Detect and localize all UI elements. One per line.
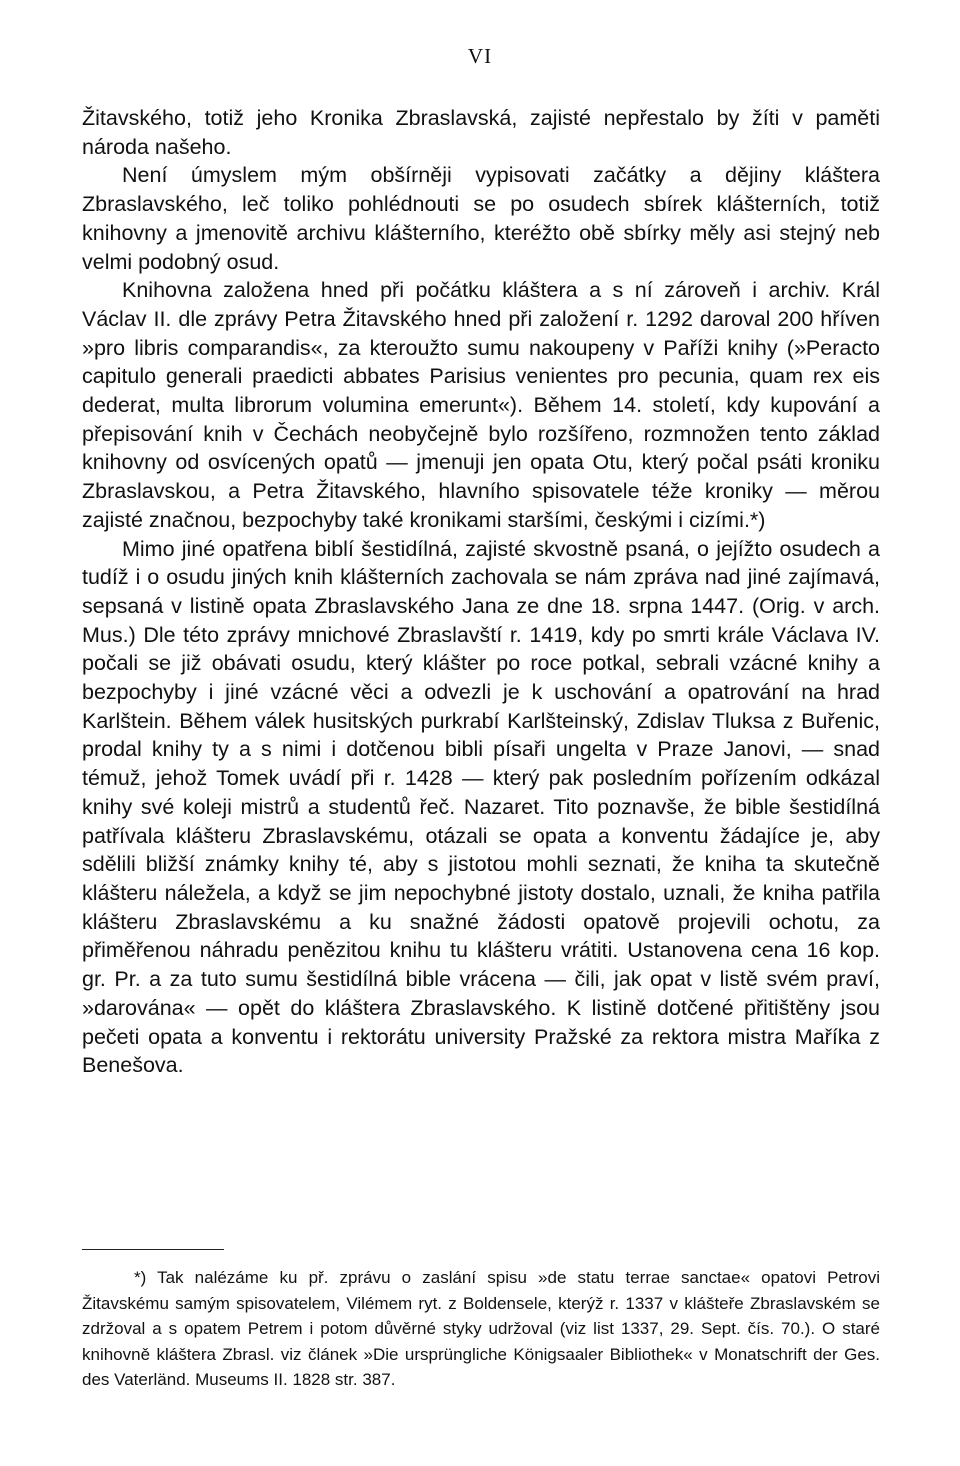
- footnote-divider: [82, 1249, 224, 1250]
- paragraph-library-founding: Knihovna založena hned při počátku kláštera a s ní zároveň i archiv. Král Václav II. dle zprávy Petra Žitavského hned při založení r. 1292 daroval 200 hříven »pro libris comparandis«, za kteroužto sumu nakoupeny v Paříži knihy (»Peracto capitulo generali praedicti abbates Parisius venientes pro pecunia, quam rex eis dederat, multa librorum volumina emerunt«). Během 14. století, kdy kupování a přepisování knih v Čechách neobyčejně bylo rozšířeno, rozmnožen tento základ knihovny od osvícených opatů — jmenuji jen opata Otu, který počal psáti kroniku Zbraslavskou, a Petra Žitavského, hlavního spisovatele téže kroniky — měrou zajisté značnou, bezpochyby také kronikami staršími, českými i cizími.*): [82, 278, 880, 532]
- paragraph-continuation: Žitavského, totiž jeho Kronika Zbraslavská, zajisté nepřestalo by žíti v paměti národa našeho.: [82, 106, 880, 159]
- paragraph-bible: Mimo jiné opatřena biblí šestidílná, zajisté skvostně psaná, o jejížto osudech a tudíž i o osudu jiných knih klášterních zachovala se nám zpráva nad jiné zajímavá, sepsaná v listině opata Zbraslavského Jana ze dne 18. srpna 1447. (Orig. v arch. Mus.) Dle této zprávy mnichové Zbraslavští r. 1419, kdy po smrti krále Václava IV. počali se již obávati osudu, který klášter po roce potkal, sebrali vzácné knihy a bezpochyby i jiné vzácné věci a odvezli je k uschování a opatrování na hrad Karlštein. Během válek husitských purkrabí Karlšteinský, Zdislav Tluksa z Buřenic, prodal knihy ty a s nimi i dotčenou bibli písaři ungelta v Praze Janovi, — snad témuž, jehož Tomek uvádí při r. 1428 — který pak posledním pořízením odkázal knihy své koleji mistrů a studentů řeč. Nazaret. Tito poznavše, že bible šestidílná patřívala klášteru Zbraslavskému, otázali se opata a konventu žádajíce je, aby sdělili bližší známky knihy té, aby s jistotou mohli seznati, že kniha ta skutečně klášteru náležela, a když se jim nepochybné jistoty dostalo, uznali, že kniha patřila klášteru Zbraslavskému a ku snažné žádosti opatově projevili ochotu, za přiměřenou náhradu penězitou knihu tu klášteru vrátiti. Ustanovena cena 16 kop. gr. Pr. a za tuto sumu šestidílná bible vrácena — čili, jak opat v listě svém praví, »darována« — opět do kláštera Zbraslavského. K listině dotčené přitištěny jsou pečeti opata a konventu i rektorátu university Pražské za rektora mistra Maříka z Benešova.: [82, 536, 880, 1078]
- paragraph-intent: Není úmyslem mým obšírněji vypisovati začátky a dějiny kláštera Zbraslavského, leč toliko pohlédnouti se po osudech sbírek klášterních, totiž knihovny a jmenovitě archivu klášterního, kteréžto obě sbírky měly asi stejný neb velmi podobný osud.: [82, 163, 880, 274]
- footnote: *) Tak nalézáme ku př. zprávu o zaslání spisu »de statu terrae sanctae« opatovi Petrovi Žitavskému samým spisovatelem, Vilémem ryt. z Boldensele, kterýž r. 1337 v klášteře Zbraslavském se zdržoval a s opatem Petrem i potom důvěrné styky udržoval (viz list 1337, 29. Sept. čís. 70.). O staré knihovně kláštera Zbrasl. viz článek »Die ursprüngliche Königsaaler Bibliothek« v Monatschrift der Ges. des Vaterländ. Museums II. 1828 str. 387.: [82, 1268, 880, 1389]
- main-text: [82, 104, 880, 1080]
- page-number: VI: [467, 44, 493, 68]
